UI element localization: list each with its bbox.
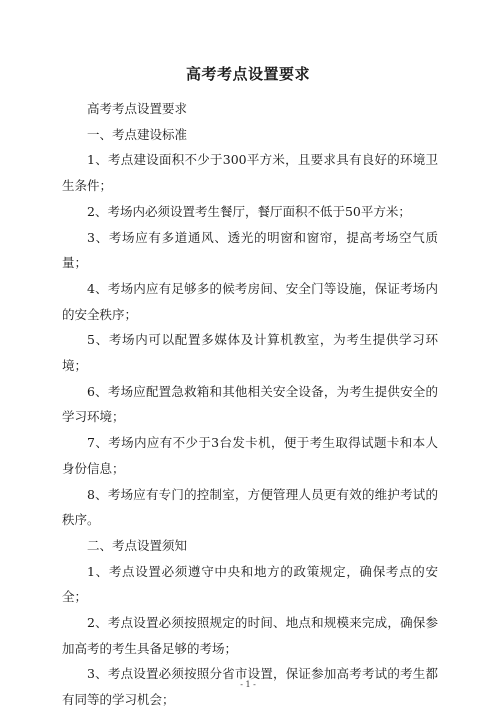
- section-heading: 二、考点设置须知: [87, 537, 188, 553]
- paragraph: 5、考场内可以配置多媒体及计算机教室，为考生提供学习环境；: [62, 332, 438, 374]
- paragraph: 2、考点设置必须按照规定的时间、地点和规模来完成，确保参加高考的考生具备足够的考场；: [62, 615, 438, 656]
- paragraph: 7、考场内应有不少于3台发卡机，便于考生取得试题卡和本人身份信息；: [62, 435, 438, 476]
- paragraph: 3、考点设置必须按照分省市设置，保证参加高考考试的考生都有同等的学习机会；: [62, 666, 438, 708]
- document-title: 高考考点设置要求: [185, 65, 310, 83]
- paragraph: 高考考点设置要求: [87, 101, 188, 116]
- paragraph: 1、考点建设面积不少于300平方米，且要求具有良好的环境卫生条件；: [62, 152, 438, 194]
- paragraph: 4、考场内应有足够多的候考房间、安全门等设施，保证考场内的安全秩序；: [62, 280, 438, 322]
- page-number: - 1 -: [240, 680, 256, 689]
- paragraph: 2、考场内必须设置考生餐厅，餐厅面积不低于50平方米；: [87, 203, 411, 219]
- paragraph: 8、考场应有专门的控制室，方便管理人员更有效的维护考试的秩序。: [62, 486, 438, 528]
- paragraph: 1、考点设置必须遵守中央和地方的政策规定，确保考点的安全；: [62, 563, 438, 605]
- paragraph: 6、考场应配置急救箱和其他相关安全设备，为考生提供安全的学习环境；: [62, 383, 438, 425]
- paragraph: 3、考场应有多道通风、透光的明窗和窗帘，提高考场空气质量；: [62, 229, 438, 271]
- section-heading: 一、考点建设标准: [87, 126, 188, 142]
- document-body: [62, 96, 438, 713]
